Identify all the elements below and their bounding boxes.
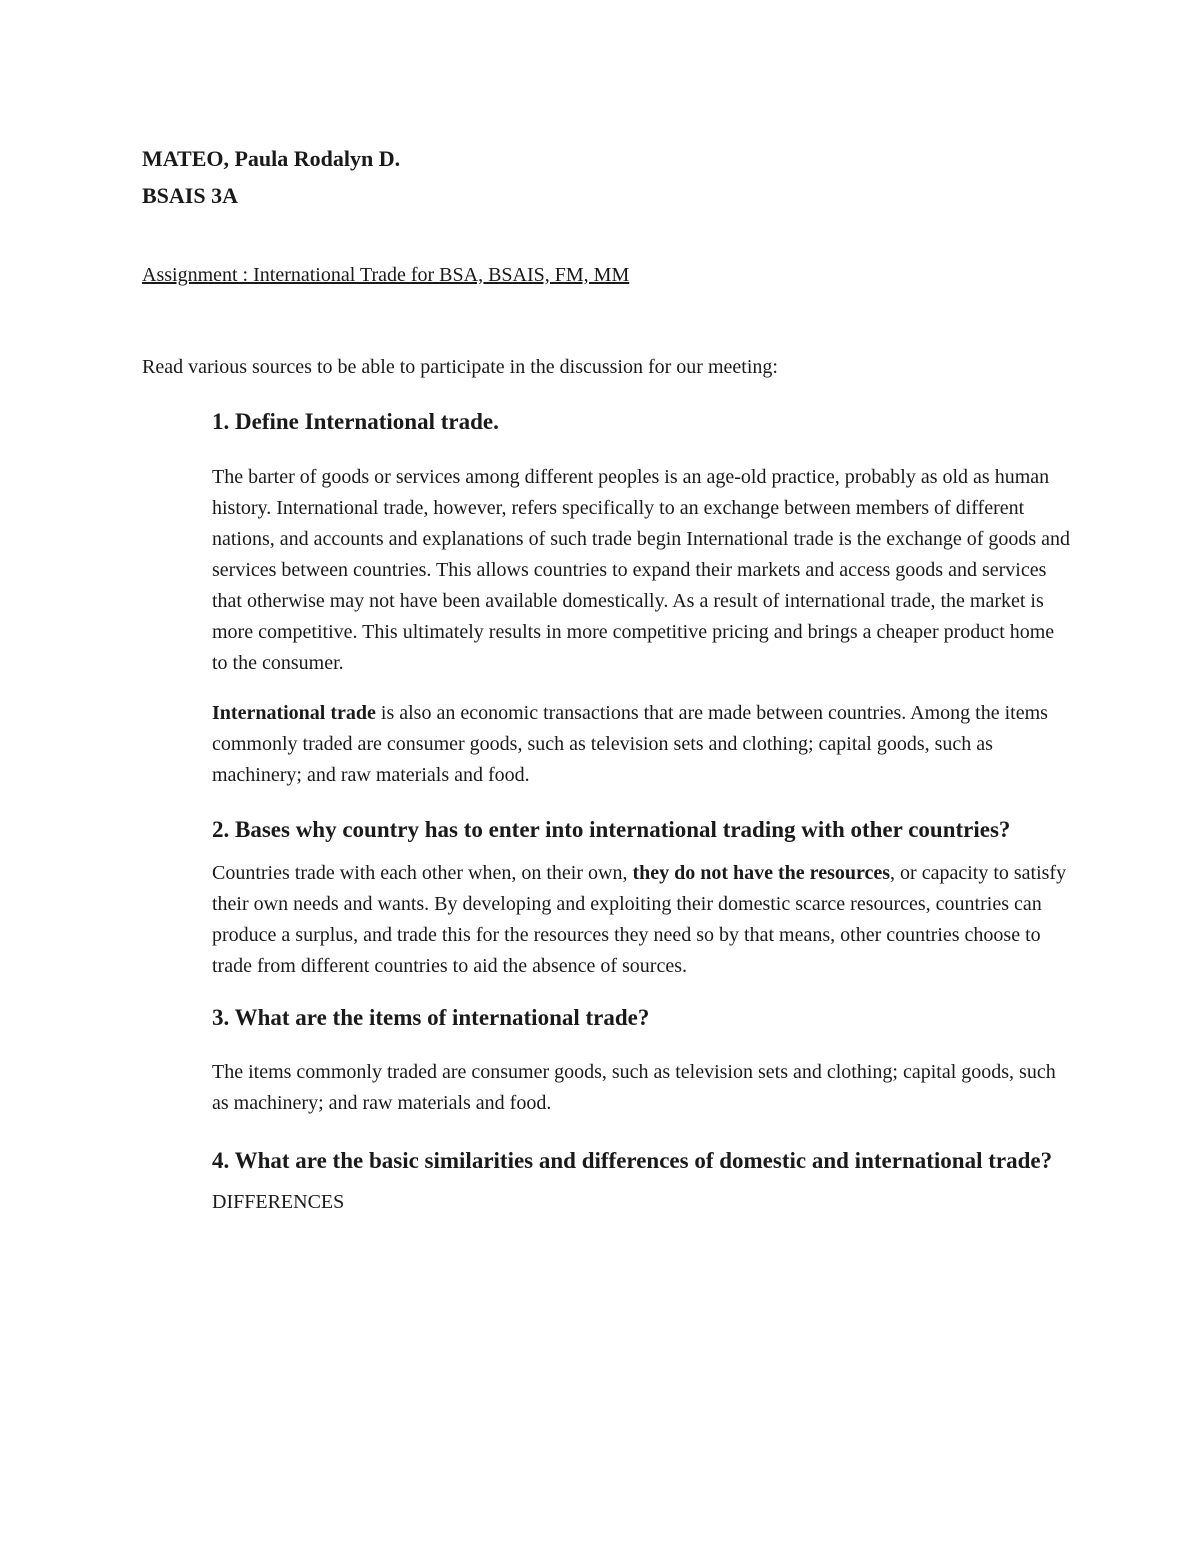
question-4-heading: 4. What are the basic similarities and differences of domestic and international trade? — [212, 1148, 1053, 1173]
assignment-title: Assignment : International Trade for BSA, BSAIS, FM, MM — [142, 264, 630, 286]
question-1-heading: 1. Define International trade. — [212, 409, 499, 434]
question-1-answer-paragraph: The barter of goods or services among different peoples is an age-old practice, probably as old as human history. International trade, however, refers specifically to an exchange between members of different nations, and accounts and explanations of such trade begin International trade is the exchange of goods and services between countries. This allows countries to expand their markets and access goods and services that otherwise may not have been available domestically. As a result of international trade, the market is more competitive. This ultimately results in more competitive pricing and brings a cheaper product home to the consumer. — [212, 466, 1071, 674]
paragraph-text: Countries trade with each other when, on their own, — [212, 862, 633, 884]
question-3-answer-paragraph: The items commonly traded are consumer goods, such as television sets and clothing; capital goods, such as machinery; and raw materials and food. — [212, 1061, 1056, 1114]
student-name: MATEO, Paula Rodalyn D. — [142, 146, 401, 171]
question-2-answer-paragraph — [212, 858, 1072, 982]
bold-term: International trade — [212, 702, 376, 724]
questions-section — [212, 404, 1072, 1214]
bold-phrase: they do not have the resources — [632, 862, 891, 884]
paragraph-text: is also an economic transactions that are made between countries. Among the items commonly traded are consumer goods, such as television sets and clothing; capital goods, such as machinery; and raw materials and food. — [212, 702, 1048, 786]
paragraph-text: , or capacity to satisfy their own needs and wants. By developing and exploiting their domestic scarce resources, countries can produce a surplus, and trade this for the resources they need so by that means, other countries choose to trade from different countries to aid the absence of sources. — [212, 862, 1067, 977]
differences-label: DIFFERENCES — [212, 1191, 345, 1213]
question-2-heading: 2. Bases why country has to enter into international trading with other countries? — [212, 817, 1011, 842]
question-1-answer-paragraph-2 — [212, 698, 1072, 791]
instruction-text: Read various sources to be able to participate in the discussion for our meeting: — [142, 356, 778, 378]
student-section: BSAIS 3A — [142, 183, 238, 208]
question-3-heading: 3. What are the items of international trade? — [212, 1005, 650, 1030]
